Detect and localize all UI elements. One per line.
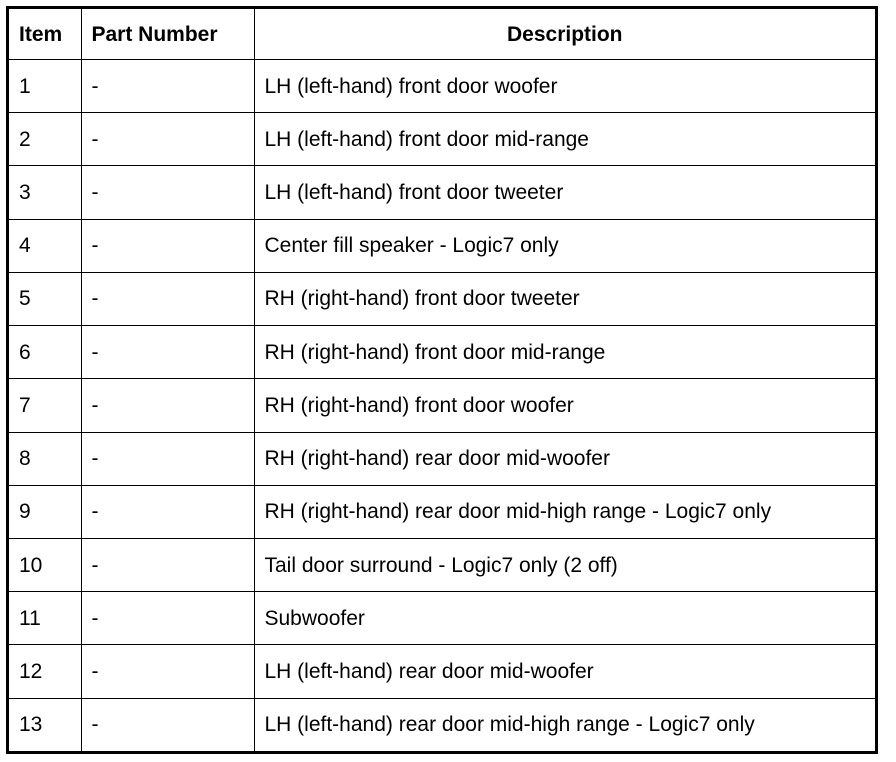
part-number-cell: -: [81, 379, 254, 432]
description-cell: RH (right-hand) front door mid-range: [254, 326, 875, 379]
item-cell: 8: [9, 432, 81, 485]
item-cell: 4: [9, 219, 81, 272]
table-header-row: [9, 9, 875, 60]
item-cell: 5: [9, 272, 81, 325]
description-cell: Subwoofer: [254, 592, 875, 645]
description-cell: RH (right-hand) rear door mid-woofer: [254, 432, 875, 485]
table-row: [9, 645, 875, 698]
table-row: [9, 166, 875, 219]
parts-table-frame: [6, 6, 878, 754]
part-number-cell: -: [81, 645, 254, 698]
description-cell: RH (right-hand) rear door mid-high range - Logic7 only: [254, 485, 875, 538]
description-cell: LH (left-hand) front door mid-range: [254, 113, 875, 166]
part-number-cell: -: [81, 166, 254, 219]
table-row: [9, 379, 875, 432]
header-description: Description: [254, 9, 875, 60]
item-cell: 13: [9, 698, 81, 751]
item-cell: 3: [9, 166, 81, 219]
item-cell: 9: [9, 485, 81, 538]
table-row: [9, 113, 875, 166]
part-number-cell: -: [81, 272, 254, 325]
description-cell: LH (left-hand) rear door mid-high range - Logic7 only: [254, 698, 875, 751]
part-number-cell: -: [81, 432, 254, 485]
table-row: [9, 485, 875, 538]
part-number-cell: -: [81, 113, 254, 166]
header-item: Item: [9, 9, 81, 60]
description-cell: LH (left-hand) front door tweeter: [254, 166, 875, 219]
table-row: [9, 432, 875, 485]
item-cell: 12: [9, 645, 81, 698]
description-cell: LH (left-hand) rear door mid-woofer: [254, 645, 875, 698]
part-number-cell: -: [81, 219, 254, 272]
header-part-number: Part Number: [81, 9, 254, 60]
part-number-cell: -: [81, 592, 254, 645]
description-cell: LH (left-hand) front door woofer: [254, 60, 875, 113]
table-row: [9, 326, 875, 379]
item-cell: 7: [9, 379, 81, 432]
table-row: [9, 272, 875, 325]
table-row: [9, 60, 875, 113]
item-cell: 10: [9, 538, 81, 591]
part-number-cell: -: [81, 60, 254, 113]
table-row: [9, 219, 875, 272]
table-row: [9, 698, 875, 751]
table-row: [9, 538, 875, 591]
item-cell: 2: [9, 113, 81, 166]
description-cell: Center fill speaker - Logic7 only: [254, 219, 875, 272]
description-cell: RH (right-hand) front door tweeter: [254, 272, 875, 325]
part-number-cell: -: [81, 326, 254, 379]
table-row: [9, 592, 875, 645]
item-cell: 11: [9, 592, 81, 645]
part-number-cell: -: [81, 538, 254, 591]
parts-table: [9, 9, 875, 751]
item-cell: 1: [9, 60, 81, 113]
part-number-cell: -: [81, 698, 254, 751]
description-cell: RH (right-hand) front door woofer: [254, 379, 875, 432]
description-cell: Tail door surround - Logic7 only (2 off): [254, 538, 875, 591]
part-number-cell: -: [81, 485, 254, 538]
item-cell: 6: [9, 326, 81, 379]
